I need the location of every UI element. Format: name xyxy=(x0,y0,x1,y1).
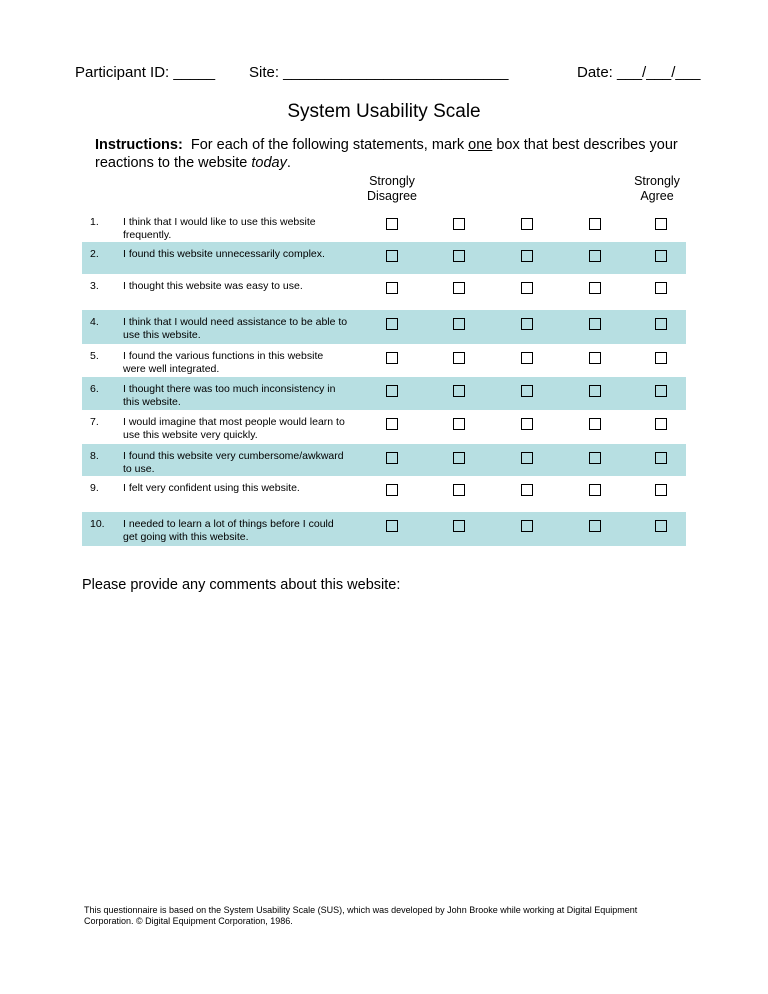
instructions-text-before: For each of the following statements, mark xyxy=(190,137,469,153)
scale-left-line2: Disagree xyxy=(366,189,418,203)
site-field[interactable]: Site: ___________________________ xyxy=(249,64,509,81)
rating-checkbox-2[interactable] xyxy=(453,520,465,532)
rating-checkbox-5[interactable] xyxy=(655,520,667,532)
rating-checkbox-2[interactable] xyxy=(453,318,465,330)
table-row xyxy=(82,242,686,274)
scale-right-line1: Strongly xyxy=(634,174,680,188)
item-number: 6. xyxy=(90,383,99,395)
rating-checkbox-5[interactable] xyxy=(655,484,667,496)
rating-checkbox-3[interactable] xyxy=(521,484,533,496)
item-statement: I would imagine that most people would learn to use this website very quickly. xyxy=(123,416,345,441)
item-statement: I thought this website was easy to use. xyxy=(123,280,303,292)
rating-checkbox-3[interactable] xyxy=(521,318,533,330)
item-statement: I think that I would like to use this website frequently. xyxy=(123,216,316,241)
table-row xyxy=(82,476,686,512)
rating-checkbox-5[interactable] xyxy=(655,318,667,330)
rating-checkbox-5[interactable] xyxy=(655,385,667,397)
rating-checkbox-4[interactable] xyxy=(589,385,601,397)
table-row xyxy=(82,210,686,242)
rating-checkbox-2[interactable] xyxy=(453,484,465,496)
rating-checkbox-3[interactable] xyxy=(521,520,533,532)
scale-label-strongly-disagree xyxy=(352,174,432,204)
rating-checkbox-2[interactable] xyxy=(453,418,465,430)
rating-checkbox-3[interactable] xyxy=(521,452,533,464)
instructions-text-middle: box that best describes your reactions to the website xyxy=(95,137,678,171)
rating-checkbox-2[interactable] xyxy=(453,385,465,397)
rating-checkbox-4[interactable] xyxy=(589,218,601,230)
rating-checkbox-2[interactable] xyxy=(453,352,465,364)
item-number: 7. xyxy=(90,416,99,428)
rating-checkbox-4[interactable] xyxy=(589,282,601,294)
rating-checkbox-1[interactable] xyxy=(386,318,398,330)
item-statement: I think that I would need assistance to be able to use this website. xyxy=(123,316,348,341)
date-field[interactable]: Date: ___/___/___ xyxy=(577,64,701,81)
page-title: System Usability Scale xyxy=(287,101,481,122)
item-statement: I found the various functions in this website were well integrated. xyxy=(123,350,324,375)
rating-checkbox-3[interactable] xyxy=(521,352,533,364)
item-statement: I found this website very cumbersome/awkward to use. xyxy=(123,450,344,475)
rating-checkbox-3[interactable] xyxy=(521,218,533,230)
rating-checkbox-4[interactable] xyxy=(589,318,601,330)
comments-prompt: Please provide any comments about this website: xyxy=(82,577,401,593)
rating-checkbox-4[interactable] xyxy=(589,484,601,496)
rating-checkbox-3[interactable] xyxy=(521,250,533,262)
instructions-italic: today xyxy=(251,155,287,171)
table-row xyxy=(82,310,686,344)
scale-right-line2: Agree xyxy=(640,189,674,203)
rating-checkbox-2[interactable] xyxy=(453,250,465,262)
instructions-underlined: one xyxy=(468,137,493,153)
rating-checkbox-1[interactable] xyxy=(386,418,398,430)
rating-checkbox-4[interactable] xyxy=(589,418,601,430)
table-row xyxy=(82,410,686,444)
participant-id-field[interactable]: Participant ID: _____ xyxy=(75,64,216,81)
item-number: 1. xyxy=(90,216,99,228)
item-number: 2. xyxy=(90,248,99,260)
rating-checkbox-3[interactable] xyxy=(521,282,533,294)
rating-checkbox-1[interactable] xyxy=(386,385,398,397)
item-number: 9. xyxy=(90,482,99,494)
rating-checkbox-1[interactable] xyxy=(386,218,398,230)
rating-checkbox-2[interactable] xyxy=(453,218,465,230)
rating-checkbox-4[interactable] xyxy=(589,250,601,262)
table-row xyxy=(82,512,686,546)
item-statement: I felt very confident using this website. xyxy=(123,482,300,494)
table-row xyxy=(82,344,686,377)
item-number: 8. xyxy=(90,450,99,462)
rating-checkbox-4[interactable] xyxy=(589,452,601,464)
item-number: 5. xyxy=(90,350,99,362)
rating-checkbox-5[interactable] xyxy=(655,452,667,464)
item-number: 4. xyxy=(90,316,99,328)
scale-label-strongly-agree xyxy=(617,174,697,204)
rating-checkbox-4[interactable] xyxy=(589,520,601,532)
questionnaire-table xyxy=(82,210,686,546)
table-row xyxy=(82,377,686,410)
rating-checkbox-5[interactable] xyxy=(655,250,667,262)
rating-checkbox-2[interactable] xyxy=(453,282,465,294)
item-number: 10. xyxy=(90,518,105,530)
rating-checkbox-5[interactable] xyxy=(655,282,667,294)
item-statement: I needed to learn a lot of things before I could get going with this website. xyxy=(123,518,334,543)
instructions-lead: Instructions: xyxy=(95,137,183,153)
rating-checkbox-1[interactable] xyxy=(386,484,398,496)
item-number: 3. xyxy=(90,280,99,292)
rating-checkbox-4[interactable] xyxy=(589,352,601,364)
rating-checkbox-1[interactable] xyxy=(386,352,398,364)
rating-checkbox-5[interactable] xyxy=(655,418,667,430)
rating-checkbox-1[interactable] xyxy=(386,282,398,294)
rating-checkbox-3[interactable] xyxy=(521,418,533,430)
rating-checkbox-1[interactable] xyxy=(386,520,398,532)
rating-checkbox-5[interactable] xyxy=(655,352,667,364)
footer-note: This questionnaire is based on the System Usability Scale (SUS), which was developed by John Brooke while working at Digital Equipment Corporation. © Digital Equipment Corporation, 1986. xyxy=(84,905,638,926)
rating-checkbox-3[interactable] xyxy=(521,385,533,397)
table-row xyxy=(82,444,686,476)
instructions-text-end: . xyxy=(286,155,291,171)
scale-left-line1: Strongly xyxy=(369,174,415,188)
rating-checkbox-1[interactable] xyxy=(386,250,398,262)
item-statement: I thought there was too much inconsistency in this website. xyxy=(123,383,336,408)
rating-checkbox-5[interactable] xyxy=(655,218,667,230)
rating-checkbox-1[interactable] xyxy=(386,452,398,464)
instructions xyxy=(95,136,695,172)
item-statement: I found this website unnecessarily complex. xyxy=(123,248,325,260)
rating-checkbox-2[interactable] xyxy=(453,452,465,464)
table-row xyxy=(82,274,686,310)
